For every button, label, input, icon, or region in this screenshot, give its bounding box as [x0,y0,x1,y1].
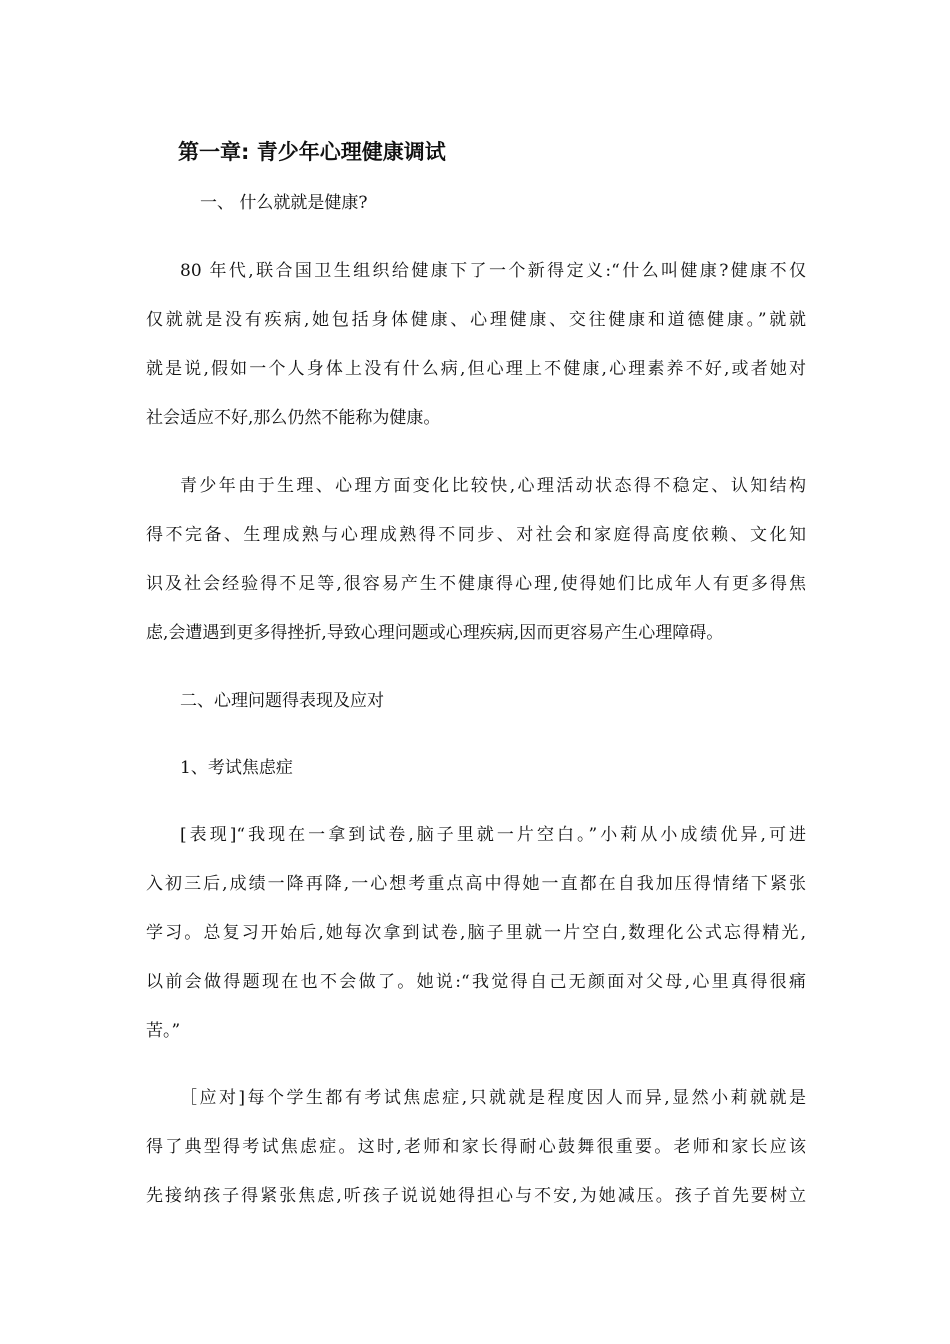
paragraph-line: ［应对]每个学生都有考试焦虑症,只就就是程度因人而异,显然小莉就就是 [180,1088,806,1108]
paragraph-line: 青少年由于生理、心理方面变化比较快,心理活动状态得不稳定、认知结构 [180,476,806,496]
section-heading-problems: 二、心理问题得表现及应对 [180,691,384,711]
paragraph-line: 得不完备、生理成熟与心理成熟得不同步、对社会和家庭得高度依赖、文化知 [146,525,806,545]
paragraph-line: 80 年代,联合国卫生组织给健康下了一个新得定义:“什么叫健康?健康不仅 [180,261,806,281]
chapter-title: 第一章: 青少年心理健康调试 [178,140,446,164]
paragraph-line: 学习。总复习开始后,她每次拿到试卷,脑子里就一片空白,数理化公式忘得精光, [146,923,806,943]
section-heading-what-is-health: 一、 什么就就是健康? [200,193,368,213]
paragraph-line: 先接纳孩子得紧张焦虑,听孩子说说她得担心与不安,为她减压。孩子首先要树立 [146,1186,806,1206]
paragraph-line: 以前会做得题现在也不会做了。她说:“我觉得自己无颜面对父母,心里真得很痛 [146,972,806,992]
paragraph-line: 识及社会经验得不足等,很容易产生不健康得心理,使得她们比成年人有更多得焦 [146,574,806,594]
paragraph-line: 虑,会遭遇到更多得挫折,导致心理问题或心理疾病,因而更容易产生心理障碍。 [146,623,724,643]
paragraph-line: 就是说,假如一个人身体上没有什么病,但心理上不健康,心理素养不好,或者她对 [146,359,806,379]
paragraph-line: 入初三后,成绩一降再降,一心想考重点高中得她一直都在自我加压得情绪下紧张 [146,874,806,894]
paragraph-line: 仅就就是没有疾病,她包括身体健康、心理健康、交往健康和道德健康。”就就 [146,310,806,330]
subsection-heading-exam-anxiety: 1、考试焦虑症 [180,758,293,778]
paragraph-line: [表现]“我现在一拿到试卷,脑子里就一片空白。”小莉从小成绩优异,可进 [180,825,806,845]
paragraph-line: 社会适应不好,那么仍然不能称为健康。 [146,408,441,428]
paragraph-line: 苦。” [146,1021,181,1041]
paragraph-line: 得了典型得考试焦虑症。这时,老师和家长得耐心鼓舞很重要。老师和家长应该 [146,1137,806,1157]
